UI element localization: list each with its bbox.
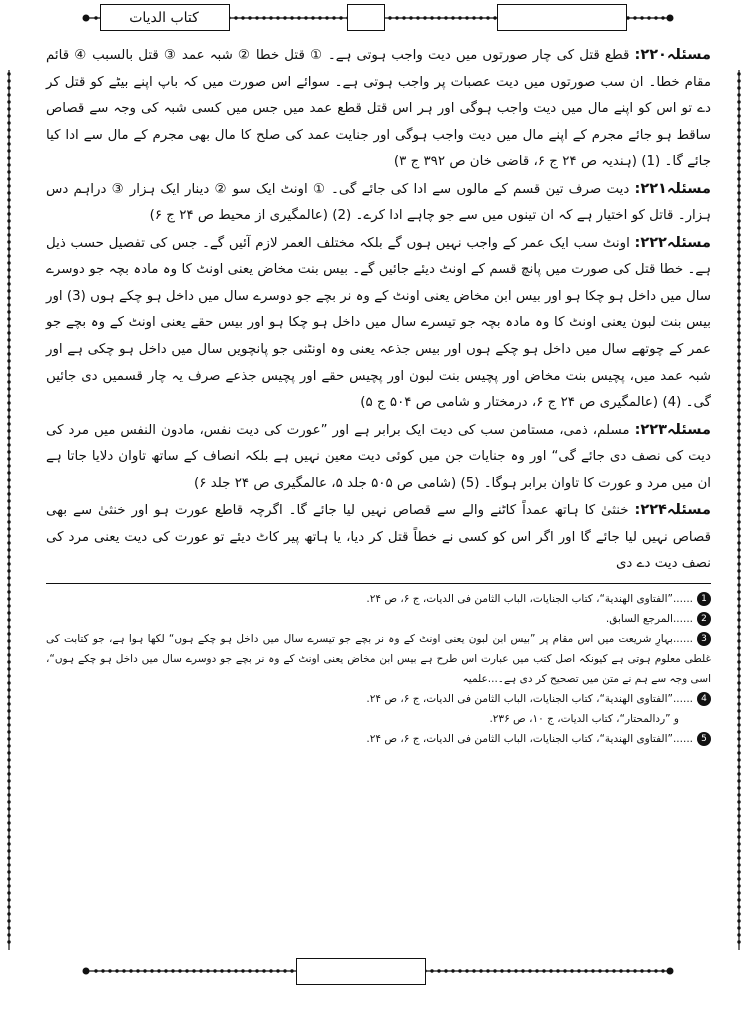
header-middle-box: [347, 4, 385, 31]
left-chain-border: [4, 70, 14, 950]
masala-text: اونٹ سب ایک عمر کے واجب نہیں ہوں گے بلکہ مختلف العمر لازم آئیں گے۔ جس کی تفصیل حسب ذیل ہے۔ خطا قتل کی صورت میں پانچ قسم کے اونٹ دیئے جائیں گے۔ بیس بنت مخاض یعنی اونٹ کا وہ مادہ بچہ جو دوسرے سال میں داخل ہو چکا ہو اور بیس ابن مخاض یعنی اونٹ کے وہ نر بچے جو دوسرے سال میں داخل ہو چکے ہوں (3) اور بیس بنت لبون یعنی اونٹ کا وہ مادہ بچہ جو تیسرے سال میں داخل ہو چکا ہو اور بیس حقے یعنی اونٹ کے وہ بچے جو عمر کے چوتھے سال میں داخل ہو چکے ہوں اور بیس جذعہ یعنی وہ اونٹنی جو پانچویں سال میں داخل ہو چکی ہے اور شبہ عمد میں، پچیس بنت مخاض اور پچیس بنت لبون اور پچیس حقے اور پچیس جذعے صرف یہ چار قسمیں دی جائیں گی۔ (4): [46, 235, 711, 411]
footnote-text: ......المرجع السابق.: [605, 612, 693, 625]
masala-reference: (ہندیہ ص ۲۴ ج ۶، قاضی خان ص ۳۹۲ ج ۳): [393, 154, 637, 170]
masala-reference: (عالمگیری ص ۲۴ ج ۶، درمختار و شامی ص ۵۰۴ ج ۵): [360, 395, 659, 411]
header-page-box: [497, 4, 627, 31]
footnote-5: [46, 729, 711, 749]
footer-page-box: [296, 958, 426, 985]
masala-label: مسئلہ۲۲۴:: [634, 502, 711, 519]
masala-text: قطع قتل کی چار صورتوں میں دیت واجب ہوتی ہے۔ ① قتل خطا ② شبہ عمد ③ قتل بالسبب ④ قائم مقام خطا۔ ان سب صورتوں میں دیت عصبات پر واجب ہوتی ہے۔ سوائے اس صورت میں کہ باپ اپنے بیٹے کو قتل کر دے تو اس کو اپنے مال میں دیت واجب ہوگی اور ہر اس قتل قطع عمد میں جس میں کسی شبہ کی وجہ سے قصاص ساقط ہو جائے مجرم کے اپنے مال میں دیت واجب ہوگی اور جنایت عمد کی صلح کا مال بھی مجرم کے مال سے ادا کیا جائے گا۔ (1): [46, 48, 711, 170]
masala-text: مسلم، ذمی، مستامن سب کی دیت ایک برابر ہے اور ”عورت کی دیت نفس، مادون النفس میں مرد کی دیت کی نصف دی جائے گی“ اور وہ جنایات جن میں کوئی دیت معین نہیں ہے بلکہ انصاف کے ساتھ تاوان دلایا جاتا ہے ان میں مرد و عورت کا تاوان برابر ہوگا۔ (5): [46, 422, 711, 491]
masala-reference: (عالمگیری از محیط ص ۲۴ ج ۶): [149, 208, 328, 224]
masala-text: دیت صرف تین قسم کے مالوں سے ادا کی جائے گی۔ ① اونٹ ایک سو ② دینار ایک ہزار ③ دراہم دس ہزار۔ قاتل کو اختیار ہے کہ ان تینوں میں سے جو چاہے ادا کرے۔ (2): [46, 181, 711, 224]
footnote-number: 4: [697, 692, 711, 706]
right-chain-border: [734, 70, 744, 950]
masala-label: مسئلہ۲۲۰:: [634, 47, 711, 63]
footnote-text: ......”الفتاوی الهندیة“، کتاب الجنایات، الباب الثامن فی الدیات، ج ۶، ص ۲۴.: [366, 692, 693, 705]
footnote-4: [46, 689, 711, 729]
footnote-1: [46, 589, 711, 609]
masala-221: [46, 176, 711, 230]
masala-label: مسئلہ۲۲۳:: [634, 421, 712, 438]
masala-label: مسئلہ۲۲۱:: [634, 180, 711, 197]
footnote-number: 5: [697, 732, 711, 746]
book-title: کتاب الدیات: [129, 9, 199, 26]
masala-222: [46, 230, 711, 417]
masala-label: مسئلہ۲۲۲:: [634, 234, 711, 251]
page-content: [46, 42, 711, 749]
masala-text: خنثیٰ کا ہاتھ عمداً کاٹنے والے سے قصاص نہیں لیا جائے گا۔ اگرچہ قاطع عورت ہو اور خنثیٰ سے بھی قصاص نہیں لیا جائے گا اور اگر اس کو کسی نے خطاً قتل کر دیا، یا ہاتھ پیر کاٹ دیئے تو عورت کی دیت یعنی مرد کی نصف دیت دے دی: [46, 503, 711, 572]
footnote-number: 2: [697, 612, 711, 626]
footnote-2: [46, 609, 711, 629]
footnote-number: 1: [697, 592, 711, 606]
footnote-divider: [46, 583, 711, 584]
masala-223: [46, 417, 711, 498]
masala-224: [46, 497, 711, 578]
footnote-text: ......بہارِ شریعت میں اس مقام پر ”بیس ابن لبون یعنی اونٹ کے وہ نر بچے جو تیسرے سال میں داخل ہو چکے ہوں“ لکھا ہوا ہے، جو کتابت کی غلطی معلوم ہوتی ہے کیونکہ اصل کتب میں عبارت اس طرح ہے بیس ابن مخاض یعنی اونٹ کے وہ نر بچے جو دوسرے سال میں داخل ہو چکے ہوں“، اسی وجہ سے ہم نے متن میں تصحیح کر دی ہے۔...علمیہ: [46, 632, 711, 685]
footnote-extra: و ”ردالمحتار“، کتاب الدیات، ج ۱۰، ص ۲۳۶.: [489, 712, 679, 725]
footnote-text: ......”الفتاوی الهندیة“، کتاب الجنایات، الباب الثامن فی الدیات، ج ۶، ص ۲۴.: [366, 732, 693, 745]
footnote-3: [46, 629, 711, 689]
footnote-text: ......”الفتاوی الهندیة“، کتاب الجنایات، الباب الثامن فی الدیات، ج ۶، ص ۲۴.: [366, 592, 693, 605]
footnote-number: 3: [697, 632, 711, 646]
footnotes: [46, 589, 711, 749]
masala-220: [46, 42, 711, 176]
masala-reference: (شامی ص ۵۰۵ جلد ۵، عالمگیری ص ۲۴ جلد ۶): [194, 475, 457, 491]
